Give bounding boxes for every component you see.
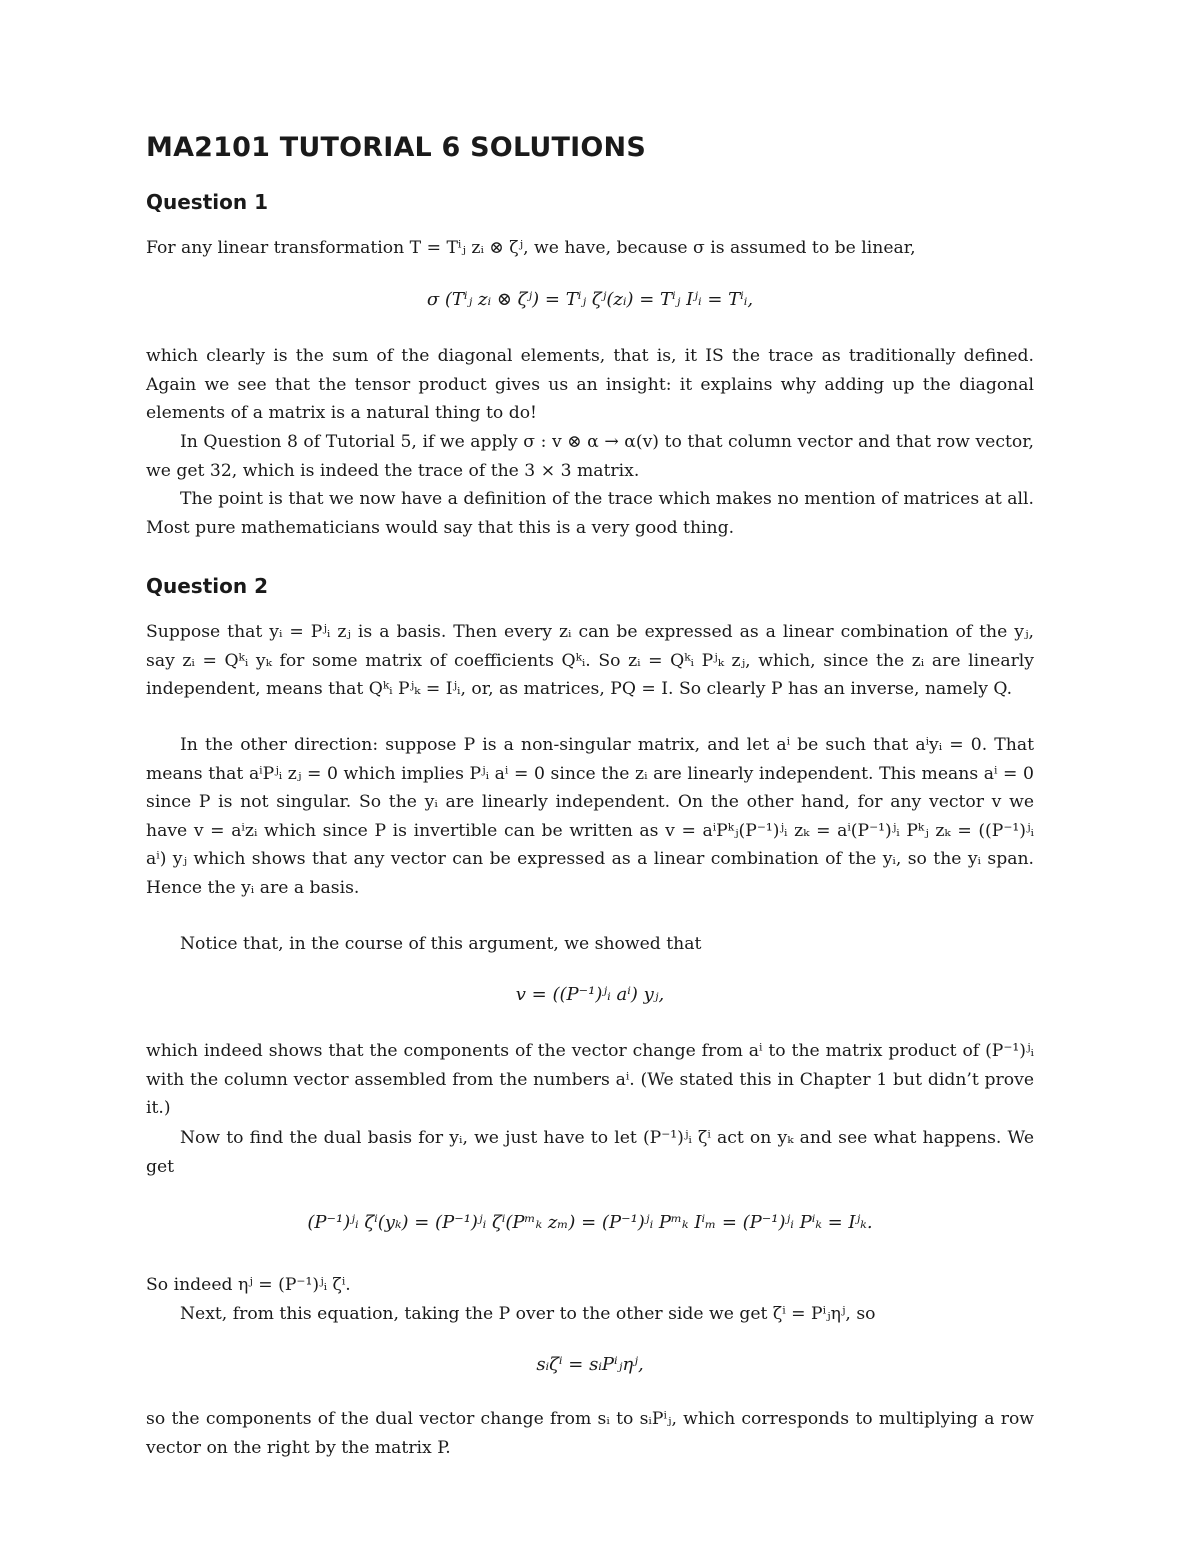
page-title: MA2101 TUTORIAL 6 SOLUTIONS [146,132,646,163]
q2-equation-2: v = ((P⁻¹)ʲᵢ aⁱ) yⱼ, [515,984,665,1005]
q2-paragraph-7: Next, from this equation, taking the P over to the other side we get ζⁱ = Pⁱⱼηʲ, so [180,1304,876,1324]
q2-paragraph-6: So indeed ηʲ = (P⁻¹)ʲᵢ ζⁱ. [146,1275,351,1295]
q2-equation-4: sᵢζⁱ = sᵢPⁱⱼηʲ, [536,1354,644,1375]
q1-paragraph-2: In Question 8 of Tutorial 5, if we apply σ : v ⊗ α → α(v) to that column vector and that row vector, we get 32, which is indeed the trace of the 3 × 3 matrix. [146,432,1034,481]
q2-equation-3: (P⁻¹)ʲᵢ ζⁱ(yₖ) = (P⁻¹)ʲᵢ ζⁱ(Pᵐₖ zₘ) = (P⁻¹)ʲᵢ Pᵐₖ Iⁱₘ = (P⁻¹)ʲᵢ Pⁱₖ = Iʲₖ. [307,1212,873,1233]
q2-paragraph-8: so the components of the dual vector change from sᵢ to sᵢPⁱⱼ, which corresponds to multiplying a row vector on the right by the matrix P. [146,1409,1034,1458]
q1-paragraph-1: which clearly is the sum of the diagonal elements, that is, it IS the trace as traditionally defined. Again we see that the tensor product gives us an insight: it explains why adding up the diagonal elements of a matrix is a natural thing to do! [146,346,1034,423]
q2-paragraph-1: Suppose that yᵢ = Pʲᵢ zⱼ is a basis. Then every zᵢ can be expressed as a linear combination of the yⱼ, say zᵢ = Qᵏᵢ yₖ for some matrix of coefficients Qᵏᵢ. So zᵢ = Qᵏᵢ Pʲₖ zⱼ, which, since the zᵢ are linearly independent, means that Qᵏᵢ Pʲₖ = Iʲᵢ, or, as matrices, PQ = I. So clearly P has an inverse, namely Q. [146,622,1034,699]
question-2-heading: Question 2 [146,574,268,598]
q2-paragraph-4: which indeed shows that the components of the vector change from aⁱ to the matrix product of (P⁻¹)ʲᵢ with the column vector assembled from the numbers aⁱ. (We stated this in Chapter 1 but didn’t prove it.) [146,1041,1034,1118]
question-1-heading: Question 1 [146,190,268,214]
q1-paragraph-3: The point is that we now have a definition of the trace which makes no mention of matrices at all. Most pure mathematicians would say that this is a very good thing. [146,489,1034,538]
q2-paragraph-5: Now to find the dual basis for yᵢ, we just have to let (P⁻¹)ʲᵢ ζⁱ act on yₖ and see what happens. We get [146,1128,1034,1177]
q1-equation-1: σ (Tⁱⱼ zᵢ ⊗ ζʲ) = Tⁱⱼ ζʲ(zᵢ) = Tⁱⱼ Iʲᵢ = Tⁱᵢ, [426,289,754,310]
q2-paragraph-2: In the other direction: suppose P is a non-singular matrix, and let aⁱ be such that aⁱyᵢ = 0. That means that aⁱPʲᵢ zⱼ = 0 which implies Pʲᵢ aⁱ = 0 since the zᵢ are linearly independent. This means aⁱ = 0 since P is not singular. So the yᵢ are linearly independent. On the other hand, for any vector v we have v = aⁱzᵢ which since P is invertible can be written as v = aⁱPᵏⱼ(P⁻¹)ʲᵢ zₖ = aⁱ(P⁻¹)ʲᵢ Pᵏⱼ zₖ = ((P⁻¹)ʲᵢ aⁱ) yⱼ which shows that any vector can be expressed as a linear combination of the yᵢ, so the yᵢ span. Hence the yᵢ are a basis. [146,735,1034,898]
q2-paragraph-3: Notice that, in the course of this argument, we showed that [180,934,702,954]
q1-intro-paragraph: For any linear transformation T = Tⁱⱼ zᵢ ⊗ ζʲ, we have, because σ is assumed to be linear, [146,238,916,258]
